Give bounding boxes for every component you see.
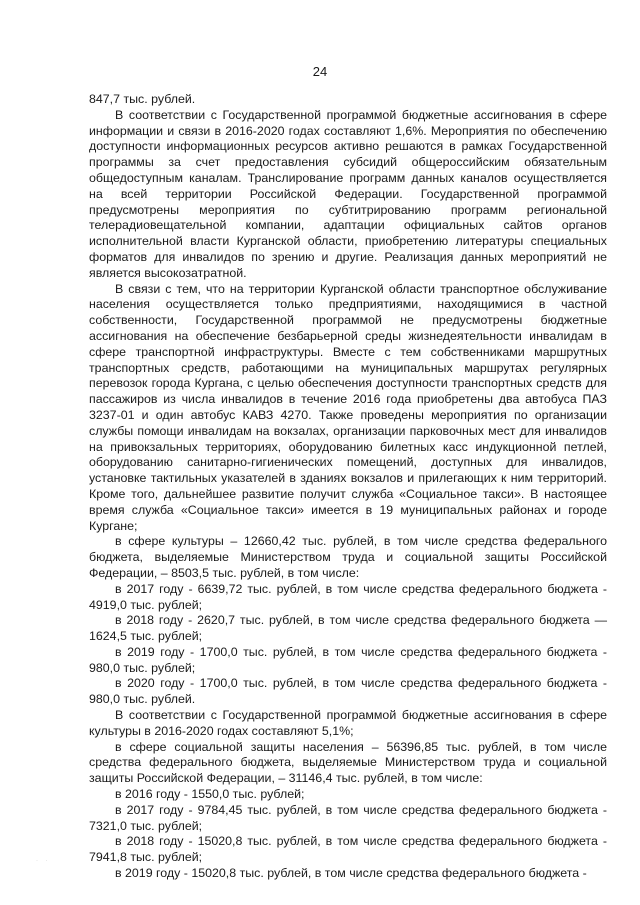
paragraph-social-2018: в 2018 году - 15020,8 тыс. рублей, в том числе средства федерального бюджета - 7941,8 тыс. рублей;: [89, 834, 607, 865]
paragraph-culture-funding: в сфере культуры – 12660,42 тыс. рублей, в том числе средства федерального бюджета, выделяемые Министерством труда и социальной защиты Российской Федерации, – 8503,5 тыс. рублей, в том числе:: [89, 534, 607, 580]
paragraph-culture-share: В соответствии с Государственной программой бюджетные ассигнования в сфере культуры в 2016-2020 годах составляют 5,1%;: [89, 708, 607, 738]
paragraph-social-2017: в 2017 году - 9784,45 тыс. рублей, в том числе средства федерального бюджета - 7321,0 тыс. рублей;: [89, 802, 607, 833]
page-number: 24: [312, 64, 328, 79]
document-body: [89, 92, 607, 882]
paragraph-social-2019: в 2019 году - 15020,8 тыс. рублей, в том числе средства федерального бюджета -: [115, 866, 587, 881]
paragraph-culture-2020: в 2020 году - 1700,0 тыс. рублей, в том числе средства федерального бюджета - 980,0 тыс. рублей.: [89, 676, 607, 707]
paragraph-information-and-communication: В соответствии с Государственной программой бюджетные ассигнования в сфере информации и связи в 2016-2020 годах составляют 1,6%. Мероприятия по обеспечению доступности информационных ресурсов активно решаются в рамках Государственной программы за счет предоставления субсидий общероссийским обязательным общедоступным каналам. Транслирование программ данных каналов осуществляется на всей территории Российской Федерации. Государственной программой предусмотрены мероприятия по субтитрированию программ региональной телерадиовещательной компании, адаптации официальных сайтов органов исполнительной власти Курганской области, приобретению литературы специальных форматов для инвалидов по зрению и другие. Реализация данных мероприятий не является высокозатратной.: [89, 107, 607, 280]
paragraph-social-protection-funding: в сфере социальной защиты населения – 56396,85 тыс. рублей, в том числе средства федерального бюджета, выделяемые Министерством труда и социальной защиты Российской Федерации, – 31146,4 тыс. рублей, в том числе:: [89, 739, 607, 786]
paragraph-culture-2018: в 2018 году - 2620,7 тыс. рублей, в том числе средства федерального бюджета — 1624,5 тыс. рублей;: [89, 613, 607, 644]
paragraph-culture-2019: в 2019 году - 1700,0 тыс. рублей, в том числе средства федерального бюджета - 980,0 тыс. рублей;: [89, 644, 607, 675]
paragraph-social-2016: в 2016 году - 1550,0 тыс. рублей;: [115, 787, 305, 802]
paragraph-culture-2017: в 2017 году - 6639,72 тыс. рублей, в том числе средства федерального бюджета - 4919,0 тыс. рублей;: [89, 581, 607, 612]
paragraph-continuation: 847,7 тыс. рублей.: [89, 92, 196, 106]
paragraph-transport-infrastructure: В связи с тем, что на территории Курганской области транспортное обслуживание населения осуществляется только предприятиями, находящимися в частной собственности, Государственной программой не предусмотрены бюджетные ассигнования на обеспечение безбарьерной среды жизнедеятельности инвалидам в сфере транспортной инфраструктуры. Вместе с тем собственниками маршрутных транспортных средств, работающими на муниципальных маршрутах регулярных перевозок города Кургана, с целью обеспечения доступности транспортных средств для пассажиров из числа инвалидов в течение 2016 года приобретены два автобуса ПАЗ 3237-01 и один автобус КАВЗ 4270. Также проведены мероприятия по организации службы помощи инвалидам на вокзалах, организации парковочных мест для инвалидов на привокзальных территориях, оборудованию билетных касс индукционной петлей, оборудованию санитарно-гигиенических помещений, доступных для инвалидов, установке тактильных указателей в зданиях вокзалов и прилегающих к ним территорий. Кроме того, дальнейшее развитие получит служба «Социальное такси». В настоящее время служба «Социальное такси» имеется в 19 муниципальных районах и городе Кургане;: [89, 281, 607, 533]
scan-artifact: · ·: [36, 858, 51, 864]
